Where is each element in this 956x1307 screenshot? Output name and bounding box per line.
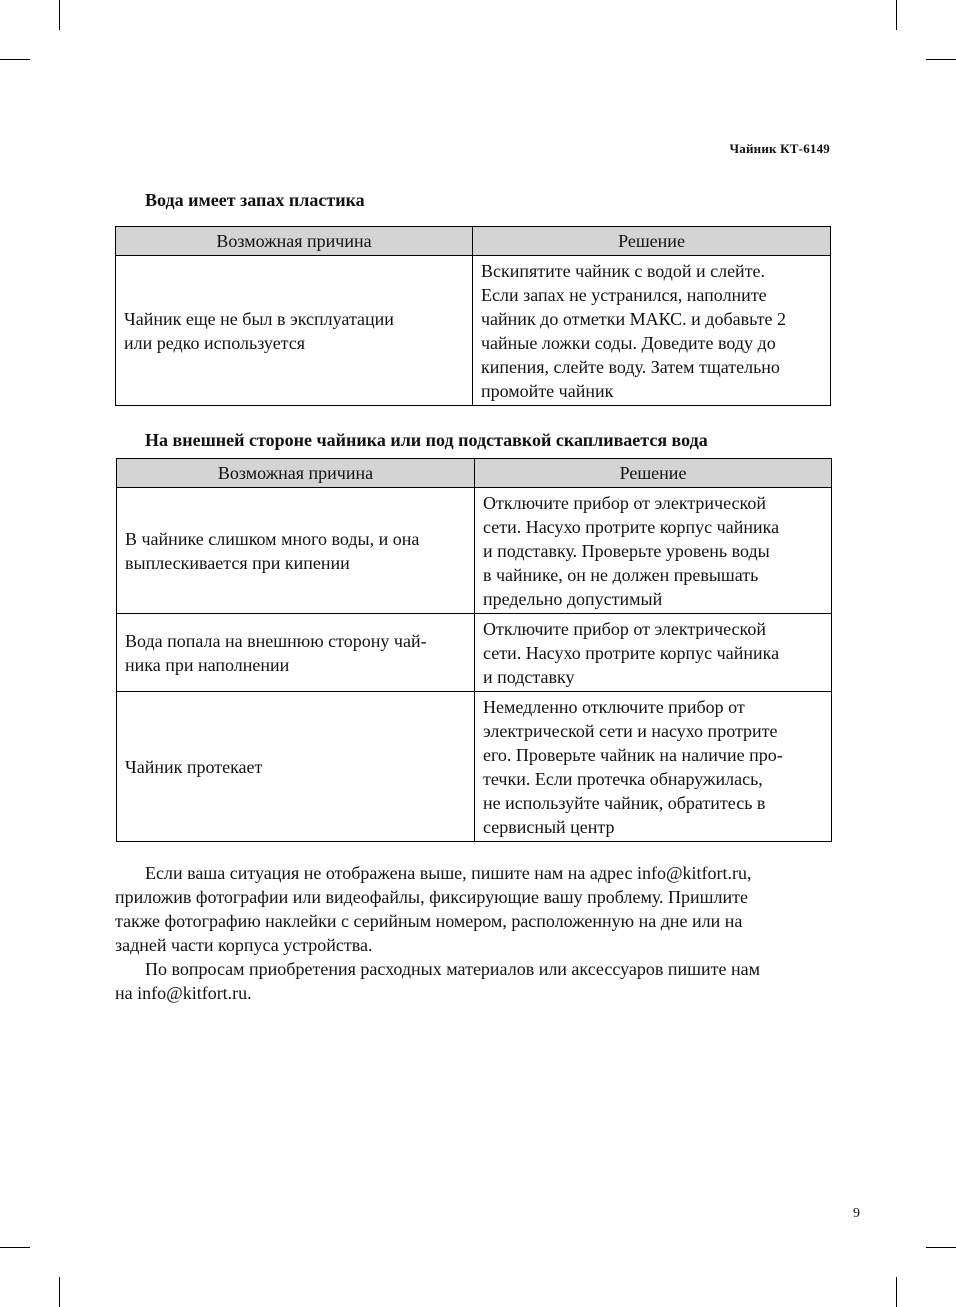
section1-table — [115, 226, 831, 406]
cause-cell: Чайник еще не был в эксплуатации или редко используется — [116, 256, 473, 406]
page-number: 9 — [853, 1206, 860, 1221]
crop-mark-top-right — [896, 0, 897, 30]
solution-cell: Отключите прибор от электрической сети. Насухо протрите корпус чайника и подставку. Проверьте уровень воды в чайнике, он не должен превышать предельно допустимый — [475, 488, 832, 614]
crop-mark-top-left-h — [0, 59, 30, 60]
section2-title: На внешней стороне чайника или под подставкой скапливается вода — [145, 430, 708, 450]
cause-cell: Чайник протекает — [117, 692, 475, 842]
solution-cell: Отключите прибор от электрической сети. Насухо протрите корпус чайника и подставку — [475, 614, 832, 692]
table-row — [117, 614, 832, 692]
table-row — [116, 256, 831, 406]
section1-title: Вода имеет запах пластика — [145, 190, 365, 210]
table-header-row — [117, 459, 832, 488]
running-title: Чайник КТ-6149 — [729, 141, 830, 156]
cause-cell: В чайнике слишком много воды, и она выплескивается при кипении — [117, 488, 475, 614]
contact-notes — [115, 861, 835, 1005]
note-paragraph-1: Если ваша ситуация не отображена выше, пишите нам на адрес info@kitfort.ru, приложив фотографии или видеофайлы, фиксирующие вашу проблему. Пришлите также фотографию наклейки с серийным номером, расположенную на дне или на задней части корпуса устройства. — [115, 863, 752, 955]
note-paragraph-2: По вопросам приобретения расходных материалов или аксессуаров пишите нам на info@kitfort.ru. — [115, 959, 760, 1003]
crop-mark-bottom-left-h — [0, 1247, 30, 1248]
table-row — [117, 692, 832, 842]
solution-cell: Вскипятите чайник с водой и слейте. Если запах не устранился, наполните чайник до отметки МАКС. и добавьте 2 чайные ложки соды. Доведите воду до кипения, слейте воду. Затем тщательно промойте чайник — [473, 256, 831, 406]
table-header-row — [116, 227, 831, 256]
crop-mark-top-left — [59, 0, 60, 30]
col-cause-header: Возможная причина — [117, 459, 475, 488]
crop-mark-bottom-right — [896, 1277, 897, 1307]
col-solution-header: Решение — [473, 227, 831, 256]
col-solution-header: Решение — [475, 459, 832, 488]
solution-cell: Немедленно отключите прибор от электрической сети и насухо протрите его. Проверьте чайник на наличие про- течки. Если протечка обнаружилась, не используйте чайник, обратитесь в сервисный центр — [475, 692, 832, 842]
crop-mark-bottom-right-h — [926, 1247, 956, 1248]
crop-mark-top-right-h — [926, 59, 956, 60]
col-cause-header: Возможная причина — [116, 227, 473, 256]
cause-cell: Вода попала на внешнюю сторону чай- ника при наполнении — [117, 614, 475, 692]
crop-mark-bottom-left — [59, 1277, 60, 1307]
section2-table — [116, 458, 832, 842]
table-row — [117, 488, 832, 614]
